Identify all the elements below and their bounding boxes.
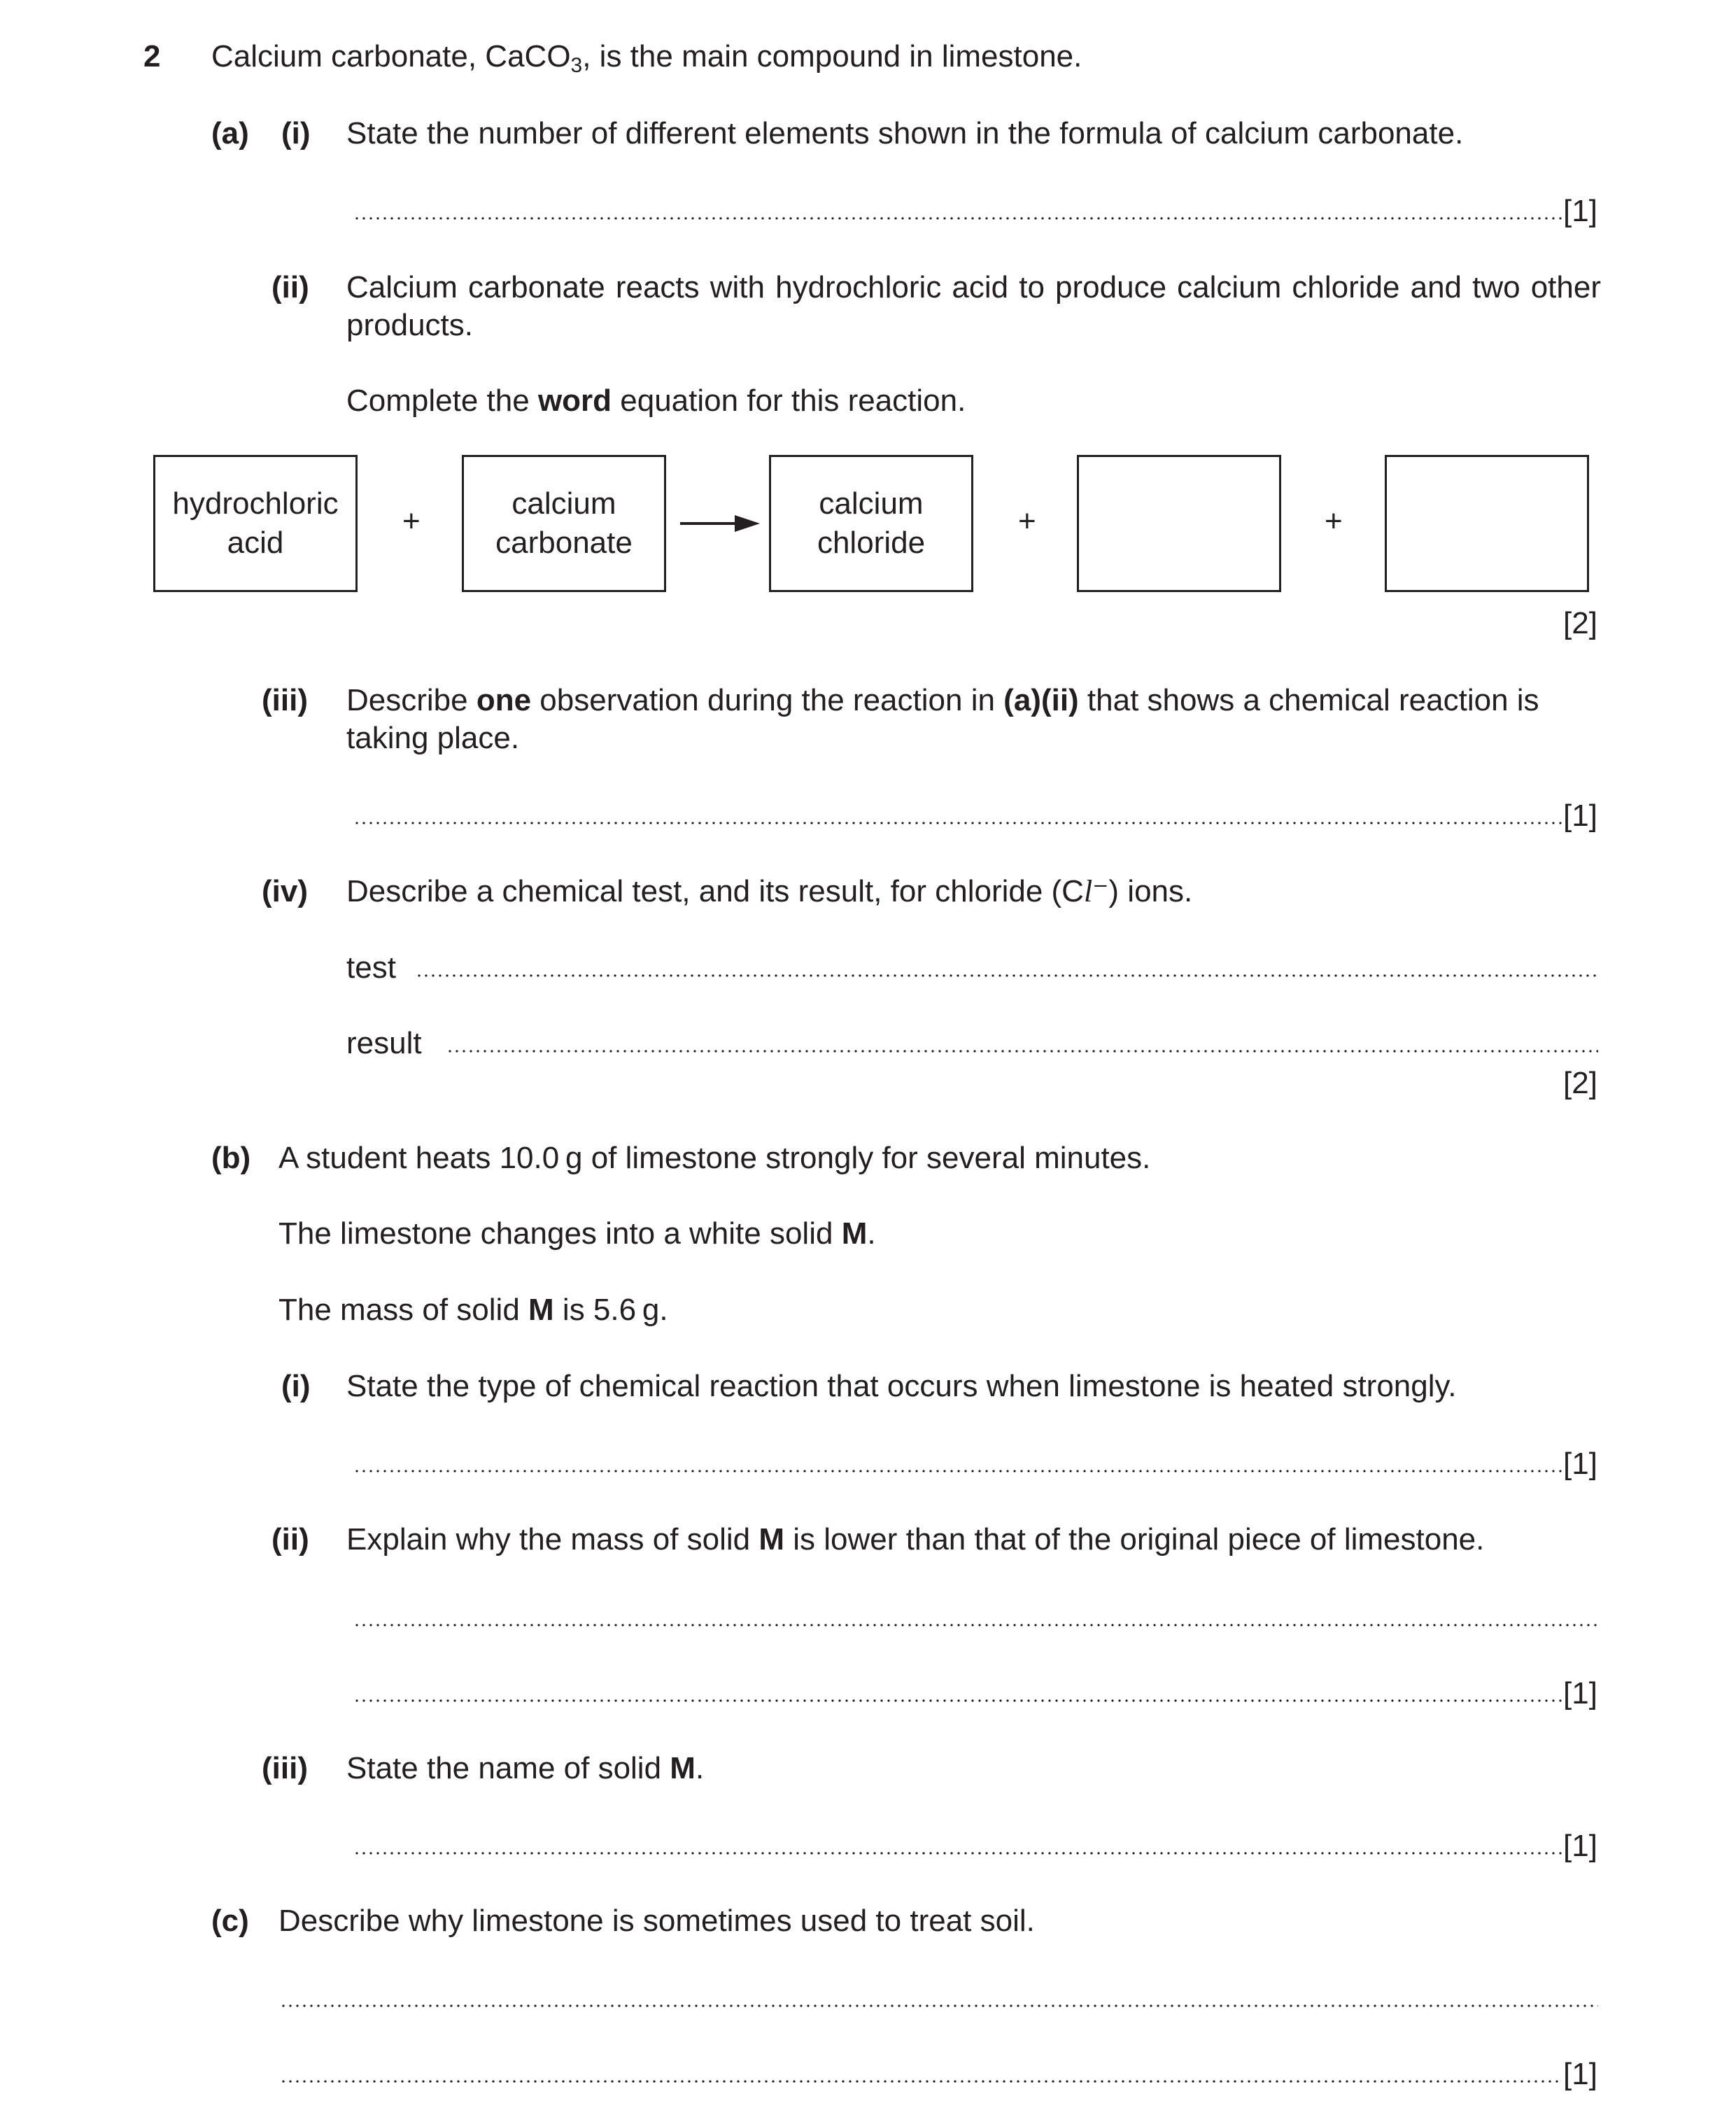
answer-line-b-i[interactable] — [353, 1470, 1562, 1473]
box-text: acid — [227, 526, 284, 560]
mark-a-iii: [1] — [1563, 799, 1597, 833]
part-a-ii-label: (ii) — [271, 270, 309, 304]
text: The mass of solid — [278, 1293, 529, 1327]
bold-text: one — [476, 683, 532, 717]
part-a-ii-instruction — [346, 382, 966, 420]
part-c-text: Describe why limestone is sometimes used to treat soil. — [278, 1904, 1035, 1938]
part-a-iv-label: (iv) — [262, 874, 308, 908]
reaction-arrow-icon — [679, 511, 763, 536]
plus-sign: + — [1325, 504, 1343, 538]
answer-line-b-ii-1[interactable] — [353, 1624, 1598, 1626]
text: . — [867, 1216, 876, 1251]
part-a-iii-text-line2: taking place. — [346, 721, 520, 755]
result-label: result — [346, 1026, 422, 1060]
answer-line-a-iii[interactable] — [353, 822, 1562, 824]
mark-c: [1] — [1563, 2057, 1597, 2091]
box-text: calcium — [819, 486, 924, 521]
part-b-text1: A student heats 10.0 g of limestone strongly for several minutes. — [278, 1141, 1151, 1175]
part-b-label: (b) — [211, 1141, 251, 1175]
part-b-text3 — [278, 1291, 668, 1329]
answer-line-b-ii-2[interactable] — [353, 1699, 1562, 1702]
mark-a-iv: [2] — [1563, 1066, 1597, 1100]
answer-line-b-iii[interactable] — [353, 1852, 1562, 1855]
mark-b-i: [1] — [1563, 1447, 1597, 1481]
plus-sign: + — [402, 504, 421, 538]
test-label: test — [346, 950, 396, 985]
part-a-iii-text — [346, 682, 1539, 719]
question-number: 2 — [143, 39, 161, 73]
bold-text: M — [528, 1293, 554, 1327]
bold-text: M — [758, 1522, 785, 1557]
plus-sign: + — [1018, 504, 1036, 538]
text: State the name of solid — [346, 1751, 670, 1785]
answer-box-product-2[interactable] — [1077, 455, 1281, 592]
box-text: calcium — [511, 486, 616, 521]
mark-a-i: [1] — [1563, 194, 1597, 228]
part-b-i-label: (i) — [281, 1369, 311, 1403]
answer-box-product-3[interactable] — [1385, 455, 1589, 592]
question-intro — [211, 38, 1082, 76]
intro-subscript: 3 — [570, 54, 583, 77]
text: Explain why the mass of solid — [346, 1522, 759, 1557]
part-b-iii-label: (iii) — [262, 1751, 308, 1785]
bold-text: M — [841, 1216, 868, 1251]
text: Describe — [346, 683, 477, 717]
part-a-label: (a) — [211, 116, 249, 150]
answer-line-a-i[interactable] — [353, 217, 1562, 220]
part-b-ii-text — [346, 1521, 1484, 1559]
part-b-text2 — [278, 1215, 876, 1253]
part-b-iii-text — [346, 1750, 704, 1787]
box-calcium-chloride — [769, 455, 973, 592]
italic-l: l — [1083, 874, 1093, 908]
text: . — [695, 1751, 705, 1785]
box-text: chloride — [817, 526, 926, 560]
bold-text: M — [670, 1751, 696, 1785]
intro-text: Calcium carbonate, CaCO — [211, 39, 571, 73]
text: is lower than that of the original piece of limestone. — [784, 1522, 1485, 1557]
box-calcium-carbonate — [462, 455, 666, 592]
part-a-ii-text: Calcium carbonate reacts with hydrochloric acid to produce calcium chloride and two other products. — [346, 270, 1601, 342]
box-hydrochloric-acid — [153, 455, 358, 592]
part-a-i-label: (i) — [281, 116, 311, 150]
text: that shows a chemical reaction is — [1078, 683, 1539, 717]
box-text: hydrochloric — [172, 486, 339, 521]
text: ⁻) ions. — [1092, 874, 1193, 908]
instruction-bold: word — [537, 384, 612, 418]
part-a-iii-label: (iii) — [262, 683, 308, 717]
text: Describe a chemical test, and its result, for chloride (C — [346, 874, 1084, 908]
bold-reference: (a)(ii) — [1003, 683, 1079, 717]
part-a-iv-text — [346, 873, 1192, 911]
answer-line-c-1[interactable] — [280, 2004, 1598, 2007]
part-b-ii-label: (ii) — [271, 1522, 309, 1557]
mark-b-iii: [1] — [1563, 1829, 1597, 1863]
part-b-i-text: State the type of chemical reaction that occurs when limestone is heated strongly. — [346, 1369, 1457, 1403]
intro-text-end: , is the main compound in limestone. — [582, 39, 1082, 73]
text: The limestone changes into a white solid — [278, 1216, 842, 1251]
answer-line-c-2[interactable] — [280, 2080, 1562, 2083]
part-c-label: (c) — [211, 1904, 249, 1938]
mark-a-ii: [2] — [1563, 606, 1597, 640]
answer-line-result[interactable] — [446, 1050, 1598, 1053]
box-text: carbonate — [495, 526, 633, 560]
text: observation during the reaction in — [531, 683, 1004, 717]
text: is 5.6 g. — [553, 1293, 668, 1327]
instruction-text-end: equation for this reaction. — [612, 384, 966, 418]
mark-b-ii: [1] — [1563, 1676, 1597, 1710]
instruction-text: Complete the — [346, 384, 538, 418]
part-a-i-text: State the number of different elements shown in the formula of calcium carbonate. — [346, 116, 1464, 150]
answer-line-test[interactable] — [416, 974, 1598, 977]
